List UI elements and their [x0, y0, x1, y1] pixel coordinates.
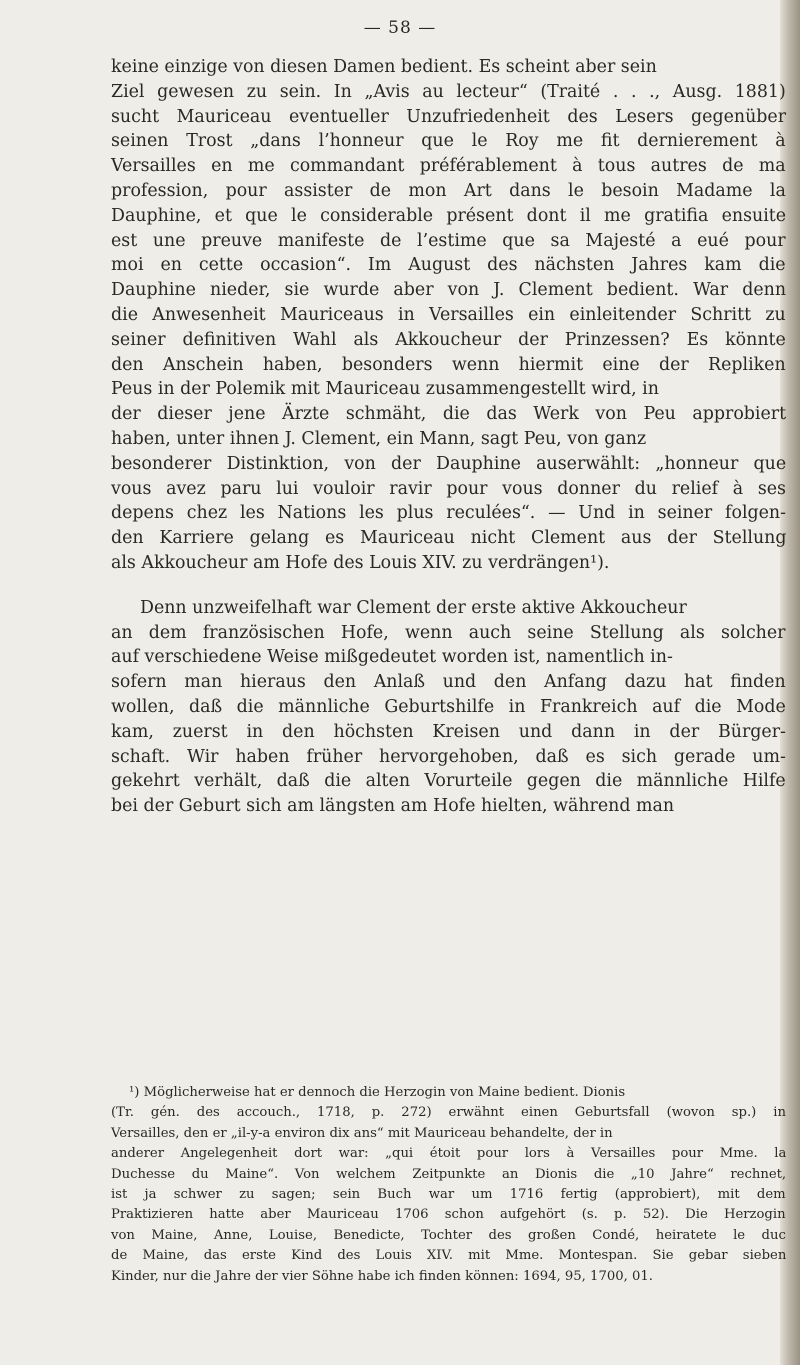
text-line: profession, pour assister de mon Art dans le besoin Madame la: [111, 180, 786, 201]
text-line: gekehrt verhält, daß die alten Vorurteile gegen die männliche Hilfe: [111, 771, 786, 792]
text-line: sucht Mauriceau eventueller Unzufriedenheit des Lesers gegenüber: [111, 106, 787, 127]
footnote-line: (Tr. gén. des accouch., 1718, p. 272) erwähnt einen Geburtsfall (wovon sp.) in: [111, 1105, 786, 1121]
page-number: — 58 —: [363, 18, 437, 38]
footnote-line: von Maine, Anne, Louise, Benedicte, Tochter des großen Condé, heiratete le duc: [111, 1227, 786, 1243]
text-line: Versailles en me commandant préférablement à tous autres de ma: [111, 156, 786, 177]
paragraph-2: [111, 596, 786, 819]
footnote-line: Duchesse du Maine“. Von welchem Zeitpunkte an Dionis die „10 Jahre“ rechnet,: [111, 1166, 787, 1182]
text-line: besonderer Distinktion, von der Dauphine auserwählt: „honneur que: [111, 453, 787, 474]
text-line: kam, zuerst in den höchsten Kreisen und dann in der Bürger-: [111, 721, 786, 742]
text-line: sofern man hieraus den Anlaß und den Anfang dazu hat finden: [111, 672, 786, 693]
text-line: den Karriere gelang es Mauriceau nicht Clement aus der Stellung: [111, 528, 787, 549]
footnote-block: [111, 1083, 786, 1287]
footnote-1: [111, 1083, 786, 1287]
footnote-line: Praktizieren hatte aber Mauriceau 1706 schon aufgehört (s. p. 52). Die Herzogin: [111, 1207, 786, 1223]
text-line: Denn unzweifelhaft war Clement der erste aktive Akkoucheur: [140, 597, 687, 618]
text-line: haben, unter ihnen J. Clement, ein Mann, sagt Peu, von ganz: [111, 428, 647, 449]
footnote-line: Kinder, nur die Jahre der vier Söhne habe ich finden können: 1694, 95, 1700, 01.: [111, 1268, 653, 1284]
text-line: an dem französischen Hofe, wenn auch seine Stellung als solcher: [111, 622, 786, 643]
text-line: depens chez les Nations les plus reculées“. — Und in seiner folgen-: [111, 503, 787, 524]
text-line: bei der Geburt sich am längsten am Hofe hielten, während man: [111, 796, 675, 817]
footnote-line: de Maine, das erste Kind des Louis XIV. mit Mme. Montespan. Sie gebar sieben: [111, 1248, 787, 1264]
text-line: seiner definitiven Wahl als Akkoucheur der Prinzessen? Es könnte: [111, 329, 786, 350]
text-line: est une preuve manifeste de l’estime que sa Majesté a eué pour: [111, 230, 786, 251]
text-line: auf verschiedene Weise mißgedeutet worden ist, namentlich in-: [111, 647, 673, 668]
footnote-line: ist ja schwer zu sagen; sein Buch war um 1716 fertig (approbiert), mit dem: [111, 1187, 786, 1203]
text-line: moi en cette occasion“. Im August des nächsten Jahres kam die: [111, 255, 786, 276]
text-line: als Akkoucheur am Hofe des Louis XIV. zu verdrängen¹).: [111, 552, 610, 573]
footnote-line: ¹) Möglicherweise hat er dennoch die Herzogin von Maine bedient. Dionis: [129, 1085, 626, 1100]
main-text: [111, 55, 786, 819]
text-line: seinen Trost „dans l’honneur que le Roy me fit dernierement à: [111, 131, 786, 152]
text-line: der dieser jene Ärzte schmäht, die das Werk von Peu approbiert: [111, 404, 787, 425]
text-line: schaft. Wir haben früher hervorgehoben, daß es sich gerade um-: [111, 746, 786, 767]
footnote-line: anderer Angelegenheit dort war: „qui étoit pour lors à Versailles pour Mme. la: [111, 1146, 787, 1162]
paragraph-1: [111, 55, 786, 576]
text-line: Peus in der Polemik mit Mauriceau zusammengestellt wird, in: [111, 379, 659, 400]
text-line: vous avez paru lui vouloir ravir pour vous donner du relief à ses: [111, 478, 786, 499]
footnote-line: Versailles, den er „il-y-a environ dix ans“ mit Mauriceau behandelte, der in: [111, 1125, 613, 1141]
text-line: keine einzige von diesen Damen bedient. Es scheint aber sein: [111, 57, 657, 77]
text-line: wollen, daß die männliche Geburtshilfe in Frankreich auf die Mode: [111, 696, 786, 717]
paragraph-gap: [111, 576, 786, 596]
text-line: Dauphine, et que le considerable présent dont il me gratifia ensuite: [111, 205, 787, 226]
text-line: Ziel gewesen zu sein. In „Avis au lecteur“ (Traité . . ., Ausg. 1881): [111, 81, 786, 102]
text-line: Dauphine nieder, sie wurde aber von J. Clement bedient. War denn: [111, 280, 787, 301]
text-line: den Anschein haben, besonders wenn hiermit eine der Repliken: [111, 354, 786, 375]
text-line: die Anwesenheit Mauriceaus in Versailles ein einleitender Schritt zu: [111, 304, 786, 325]
